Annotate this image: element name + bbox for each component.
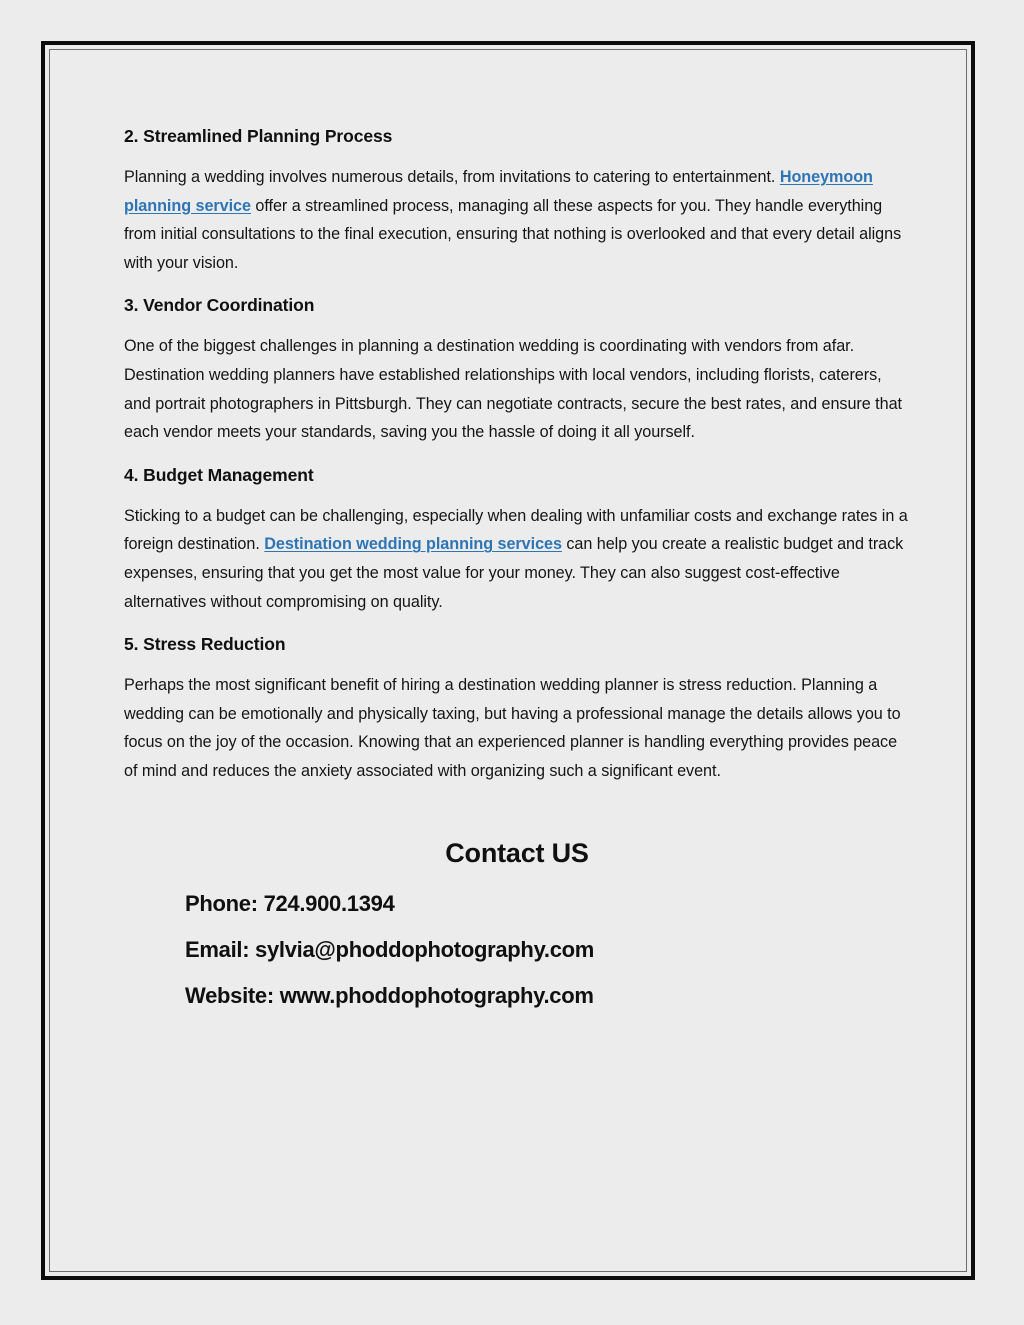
paragraph-text-after: can help you create a realistic budget and track expenses, ensuring that you get the most value for your money. They can also suggest cost-effective alternatives without compromising on quality. [124,535,904,611]
inline-link-honeymoon-planning-service[interactable]: Honeymoon planning service [124,168,873,215]
section-paragraph [124,671,910,785]
paragraph-text-before: Planning a wedding involves numerous details, from invitations to catering to entertainment. [124,168,780,186]
section-heading: 2. Streamlined Planning Process [124,126,393,146]
paragraph-text-before: One of the biggest challenges in planning a destination wedding is coordinating with vendors from afar. Destination wedding planners have established relationships with local vendors, including florists, caterers, and portrait photographers in Pittsburgh. They can negotiate contracts, secure the best rates, and ensure that each vendor meets your standards, saving you the hassle of doing it all yourself. [124,337,902,442]
section-streamlined-planning-process [124,126,910,277]
paragraph-text-before: Sticking to a budget can be challenging, especially when dealing with unfamiliar costs and exchange rates in a foreign destination. [124,506,908,554]
page-border-outer [41,41,975,1280]
contact-email: Email: sylvia@phoddophotography.com [185,936,595,962]
page-border-inner [49,49,967,1272]
paragraph-text-after: offer a streamlined process, managing all these aspects for you. They handle everything from initial consultations to the final execution, ensuring that nothing is overlooked and that every detail aligns with your vision. [124,196,902,272]
section-paragraph [124,163,910,277]
contact-phone: Phone: 724.900.1394 [185,890,395,916]
section-budget-management [124,465,910,616]
paragraph-text-before: Perhaps the most significant benefit of hiring a destination wedding planner is stress reduction. Planning a wedding can be emotionally and physically taxing, but having a professional manage the details allows you to focus on the joy of the occasion. Knowing that an experienced planner is handling everything provides peace of mind and reduces the anxiety associated with organizing such a significant event. [124,676,901,780]
inline-link-destination-wedding-planning-services[interactable]: Destination wedding planning services [264,535,562,554]
contact-title: Contact US [445,837,589,868]
section-stress-reduction [124,634,910,785]
section-vendor-coordination [124,295,910,446]
section-paragraph [124,332,910,446]
section-heading: 5. Stress Reduction [124,634,286,655]
contact-website: Website: www.phoddophotography.com [185,982,594,1008]
section-paragraph [124,502,910,616]
document-content [124,126,910,1009]
section-heading: 4. Budget Management [124,464,314,485]
section-heading: 3. Vendor Coordination [124,295,315,316]
contact-section [124,838,910,1009]
